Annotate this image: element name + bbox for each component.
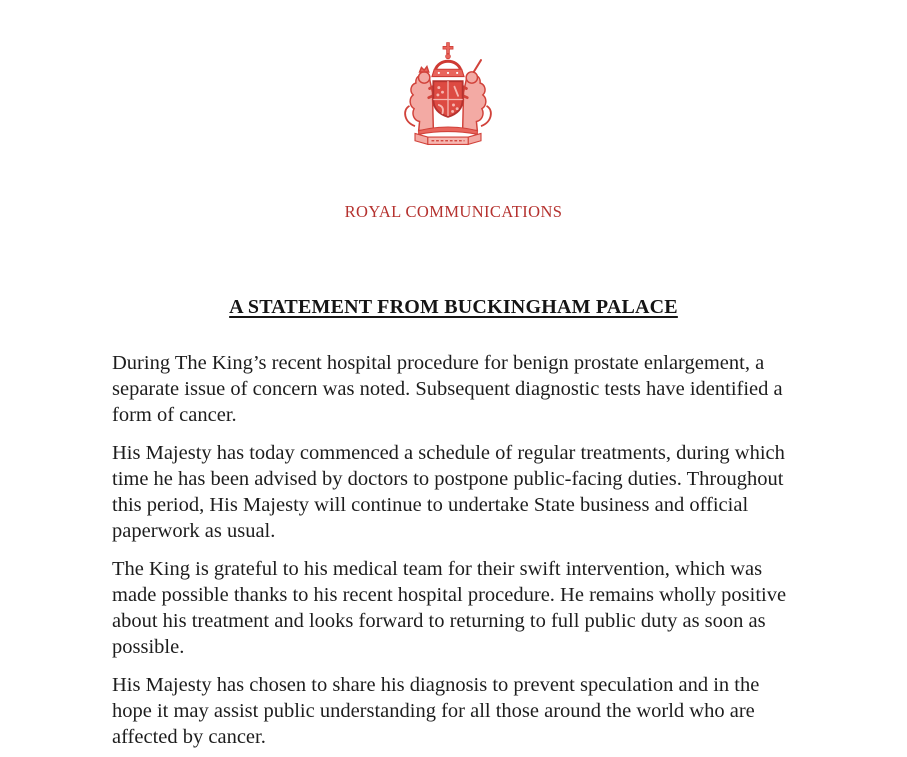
statement-title-text: A STATEMENT FROM BUCKINGHAM PALACE bbox=[229, 296, 678, 318]
royal-coat-of-arms-icon bbox=[393, 37, 503, 151]
statement-paragraph: During The King’s recent hospital procedure for benign prostate enlargement, a separate issue of concern was noted. Subsequent diagnostic tests have identified a form of cancer. bbox=[112, 352, 783, 426]
statement-paragraph: His Majesty has chosen to share his diagnosis to prevent speculation and in the hope it may assist public understanding for all those around the world who are affected by cancer. bbox=[112, 674, 760, 748]
statement-title bbox=[0, 296, 907, 319]
statement-paragraph: His Majesty has today commenced a schedule of regular treatments, during which time he has been advised by doctors to postpone public-facing duties. Throughout this period, His Majesty will continue to undertake State business and official paperwork as usual. bbox=[112, 442, 785, 542]
statement-paragraph: The King is grateful to his medical team for their swift intervention, which was made possible thanks to his recent hospital procedure. He remains wholly positive about his treatment and looks forward to returning to full public duty as soon as possible. bbox=[112, 558, 787, 658]
royal-crest-graphic bbox=[393, 37, 503, 151]
org-name: ROYAL COMMUNICATIONS bbox=[344, 202, 563, 221]
statement-body bbox=[112, 350, 790, 750]
